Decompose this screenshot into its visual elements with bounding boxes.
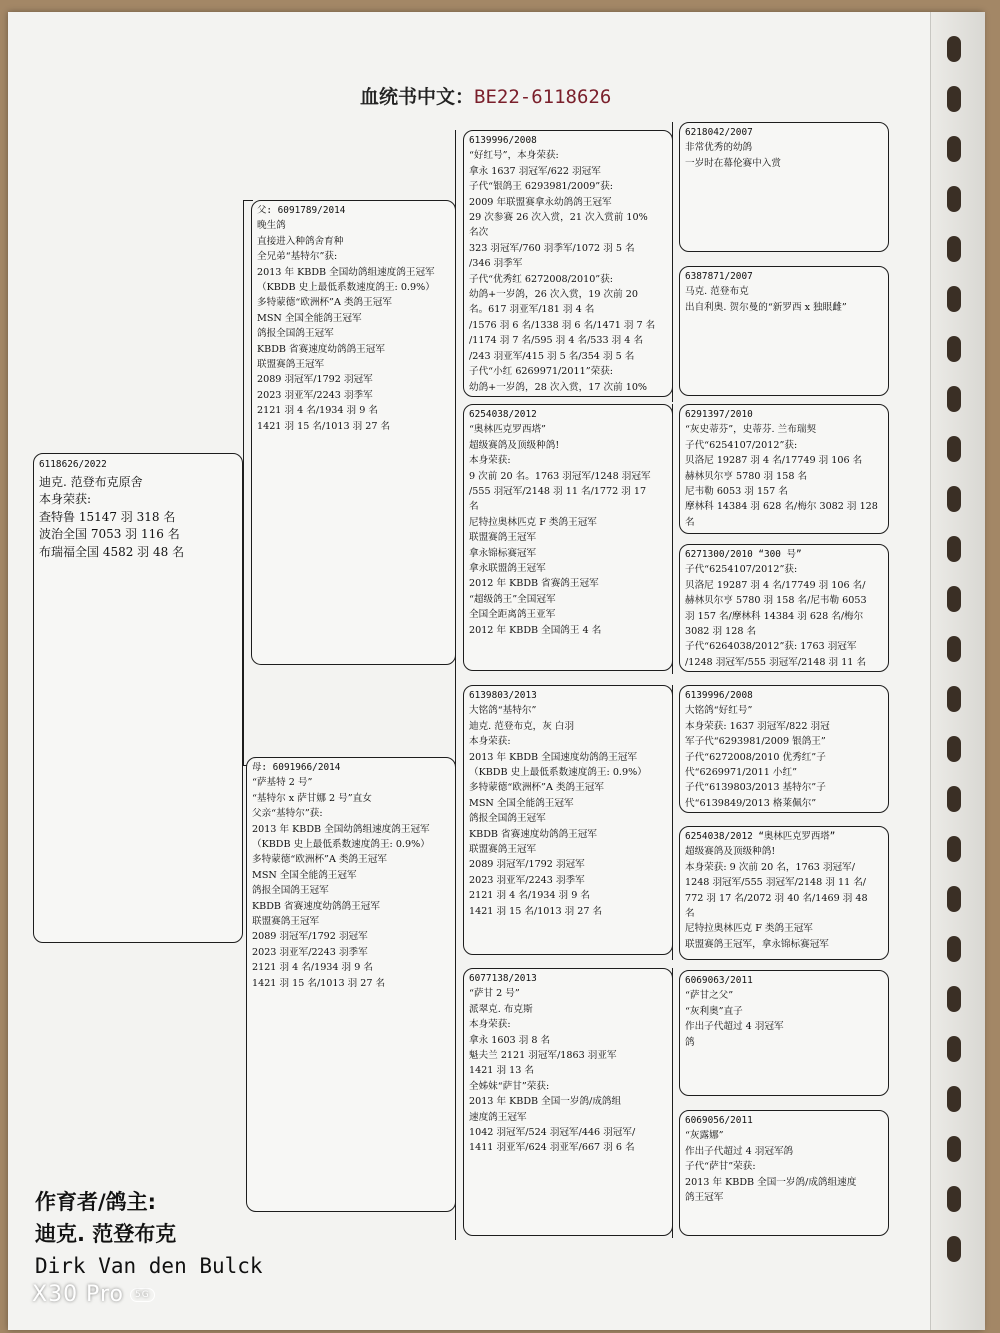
great-grandparent-box xyxy=(679,685,889,813)
punch-hole xyxy=(947,486,961,512)
sire-line: 2089 羽冠军/1792 羽冠军 xyxy=(257,374,373,386)
dam-line: “基特尔 x 萨甘娜 2 号”直女 xyxy=(252,792,372,804)
grandparent-line: 本身荣获: xyxy=(469,455,511,467)
grandparent-line: 6254038/2012 xyxy=(469,409,537,420)
dam-line: 联盟赛鸽王冠军 xyxy=(252,916,320,928)
dam-line: 2089 羽冠军/1792 羽冠军 xyxy=(252,931,368,943)
ggp-line: 6069056/2011 xyxy=(685,1115,753,1126)
punch-hole xyxy=(947,786,961,812)
ggp-line: 1248 羽冠军/555 羽冠军/2148 羽 11 名/ xyxy=(685,877,867,889)
grandparent-line: 2023 羽亚军/2243 羽季军 xyxy=(469,874,585,886)
grandparent-line: 子代“银鸽王 6293981/2009”获: xyxy=(469,181,614,193)
great-grandparent-box xyxy=(679,404,889,534)
grandparent-line: 名。617 羽亚军/181 羽 4 名 xyxy=(469,304,595,316)
subject-line: 查特鲁 15147 羽 318 名 xyxy=(39,509,176,524)
dam-line: MSN 全国全能鸽王冠军 xyxy=(252,869,357,881)
subject-line: 6118626/2022 xyxy=(39,459,107,470)
grandparent-line: 2121 羽 4 名/1934 羽 9 名 xyxy=(469,890,590,902)
grandparent-line: KBDB 省赛速度幼鸽鸽王冠军 xyxy=(469,828,597,840)
ggp-line: 6139996/2008 xyxy=(685,690,753,701)
grandparent-line: 魁夫兰 2121 羽冠军/1863 羽亚军 xyxy=(469,1050,617,1062)
grandparent-line: 6139803/2013 xyxy=(469,690,537,701)
sire-line: KBDB 省赛速度幼鸽鸽王冠军 xyxy=(257,343,385,355)
punch-hole xyxy=(947,1036,961,1062)
dam-line: （KBDB 史上最低系数速度鸽王: 0.9%） xyxy=(252,839,430,851)
punch-hole xyxy=(947,886,961,912)
grandparent-line: /1174 羽 7 名/595 羽 4 名/533 羽 4 名 xyxy=(469,335,644,347)
punch-hole xyxy=(947,536,961,562)
sire-line: 多特蒙德“欧洲杯”A 类鸽王冠军 xyxy=(257,297,392,309)
punch-hole xyxy=(947,436,961,462)
dam-line: 父亲“基特尔”获: xyxy=(252,808,323,820)
dam-line: 2023 羽亚军/2243 羽季军 xyxy=(252,946,368,958)
punch-hole xyxy=(947,136,961,162)
grandparent-line: “超级鸽王”全国冠军 xyxy=(469,593,556,605)
ggp-line: 摩林科 14384 羽 628 名/梅尔 3082 羽 128 xyxy=(685,501,878,513)
grandparent-line: 1411 羽亚军/624 羽亚军/667 羽 6 名 xyxy=(469,1142,635,1154)
ggp-line: 2013 年 KBDB 全国一岁鸽/成鸽组速度 xyxy=(685,1176,857,1188)
grandparent-line: 速度鸽王冠军 xyxy=(469,1111,527,1123)
great-grandparent-box xyxy=(679,266,889,396)
sire-line: 直接进入种鸽舍育种 xyxy=(257,235,344,247)
ggp-line: “灰利奥”直子 xyxy=(685,1005,743,1017)
ggp-line: 出自利奥. 贺尔曼的“新罗西 x 独眼雌” xyxy=(685,301,847,313)
ggp-line: 子代“6264038/2012”获: 1763 羽冠军 xyxy=(685,641,857,653)
great-grandparent-box xyxy=(679,826,889,960)
great-grandparent-box xyxy=(679,122,889,252)
punch-hole xyxy=(947,36,961,62)
grandparent-line: 本身荣获: xyxy=(469,736,511,748)
ggp-line: 子代“6272008/2010 优秀红”子 xyxy=(685,751,826,763)
sire-line: （KBDB 史上最低系数速度鸽王: 0.9%） xyxy=(257,282,435,294)
grandparent-line: “好红号”，本身荣获: xyxy=(469,150,559,162)
punch-hole xyxy=(947,1136,961,1162)
punch-hole xyxy=(947,286,961,312)
punch-hole xyxy=(947,336,961,362)
grandparent-line: 幼鸽+一岁鸽，26 次入赏，19 次前 20 xyxy=(469,289,638,301)
grandparent-line: 拿永 1603 羽 8 名 xyxy=(469,1034,551,1046)
camera-watermark xyxy=(32,1282,155,1307)
dam-line: 1421 羽 15 名/1013 羽 27 名 xyxy=(252,977,386,989)
ggp-line: 代“6139849/2013 格莱佩尔” xyxy=(685,797,817,809)
punch-hole xyxy=(947,86,961,112)
ggp-line: 鸽 xyxy=(685,1036,695,1048)
great-grandparent-box xyxy=(679,970,889,1096)
ggp-line: 子代“6254107/2012”获: xyxy=(685,564,798,576)
grandparent-line: 幼鸽+一岁鸽，28 次入赏，17 次前 10% xyxy=(469,381,648,393)
grandparent-line: 派翠克. 布克斯 xyxy=(469,1003,533,1015)
grandparent-line: “奥林匹克罗西塔” xyxy=(469,424,546,436)
ggp-line: 6271300/2010 “300 号” xyxy=(685,549,802,560)
grandparent-line: 名 xyxy=(469,501,479,513)
ggp-line: 名 xyxy=(685,516,695,528)
dam-line: 2121 羽 4 名/1934 羽 9 名 xyxy=(252,962,373,974)
grandparent-line: 1421 羽 13 名 xyxy=(469,1065,534,1077)
grandparent-line: 29 次参赛 26 次入赏，21 次入赏前 10% xyxy=(469,212,648,224)
grandsire-paternal-box xyxy=(463,130,673,397)
dam-box xyxy=(246,757,456,1212)
punch-hole xyxy=(947,736,961,762)
grandsire-maternal-box xyxy=(463,685,673,955)
punch-hole xyxy=(947,686,961,712)
subject-box xyxy=(33,453,243,943)
ggp-line: 6218042/2007 xyxy=(685,127,753,138)
ggp-line: 尼特拉奥林匹克 F 类鸽王冠军 xyxy=(685,923,813,935)
punch-hole xyxy=(947,986,961,1012)
ggp-line: 贝洛尼 19287 羽 4 名/17749 羽 106 名 xyxy=(685,455,863,467)
ggp-line: 一岁时在幕伦赛中入赏 xyxy=(685,157,781,169)
subject-line: 波治全国 7053 羽 116 名 xyxy=(39,527,180,541)
grandparent-line: 全国全距离鸽王亚军 xyxy=(469,609,556,621)
ggp-line: 子代“萨甘”荣获: xyxy=(685,1161,756,1173)
breeder-info xyxy=(35,1186,263,1282)
punch-hole xyxy=(947,936,961,962)
sire-line: 2023 羽亚军/2243 羽季军 xyxy=(257,389,373,401)
grandparent-line: /1576 羽 6 名/1338 羽 6 名/1471 羽 7 名 xyxy=(469,319,656,331)
subject-line: 迪克. 范登布克原舍 xyxy=(39,474,143,489)
grandparent-line: 鸽报全国鸽王冠军 xyxy=(469,813,546,825)
ggp-line: “灰露娜” xyxy=(685,1130,724,1142)
grandparent-line: 6139996/2008 xyxy=(469,135,537,146)
grandparent-line: 2012 年 KBDB 省赛鸽王冠军 xyxy=(469,578,599,590)
ggp-line: 超级赛鸽及顶级种鸽! xyxy=(685,846,776,858)
grandparent-line: 全姊妹“萨甘”荣获: xyxy=(469,1080,550,1092)
grandparent-line: 本身荣获: xyxy=(469,1019,511,1031)
sire-line: 2013 年 KBDB 全国幼鸽组速度鸽王冠军 xyxy=(257,266,435,278)
sire-line: 鸽报全国鸽王冠军 xyxy=(257,328,334,340)
ggp-line: “灰史蒂芬”，史蒂芬. 兰布瑞契 xyxy=(685,424,817,436)
sire-box xyxy=(251,200,456,665)
grandparent-line: MSN 全国全能鸽王冠军 xyxy=(469,797,574,809)
ggp-line: 名 xyxy=(685,908,695,920)
ggp-line: 赫林贝尔亨 5780 羽 158 名 xyxy=(685,470,808,482)
ggp-line: 6387871/2007 xyxy=(685,271,753,282)
grandparent-line: /346 羽季军 xyxy=(469,258,523,270)
ggp-line: 赫林贝尔亨 5780 羽 158 名/尼韦勒 6053 xyxy=(685,595,867,607)
ggp-line: 772 羽 17 名/2072 羽 40 名/1469 羽 48 xyxy=(685,892,868,904)
grandparent-line: 尼特拉奥林匹克 F 类鸽王冠军 xyxy=(469,516,597,528)
network-badge: 5G xyxy=(130,1288,155,1302)
grandparent-line: 2089 羽冠军/1792 羽冠军 xyxy=(469,859,585,871)
ggp-line: /1248 羽冠军/555 羽冠军/2148 羽 11 名 xyxy=(685,656,867,668)
ggp-line: 6291397/2010 xyxy=(685,409,753,420)
ggp-line: 代“6269971/2011 小红” xyxy=(685,767,798,779)
breeder-label: 作育者/鸽主: xyxy=(35,1190,157,1214)
ggp-line: 鸽王冠军 xyxy=(685,1192,724,1204)
punch-hole xyxy=(947,636,961,662)
grandparent-line: 323 羽冠军/760 羽季军/1072 羽 5 名 xyxy=(469,242,635,254)
grandparent-line: 2009 年联盟赛拿永幼鸽鸽王冠军 xyxy=(469,196,612,208)
ggp-line: 联盟赛鸽王冠军，拿永锦标赛冠军 xyxy=(685,938,829,950)
grandparent-line: （KBDB 史上最低系数速度鸽王: 0.9%） xyxy=(469,767,647,779)
grandparent-line: 1421 羽 15 名/1013 羽 27 名 xyxy=(469,905,603,917)
granddam-paternal-box xyxy=(463,404,673,671)
connector-line xyxy=(243,200,253,201)
grandparent-line: 多特蒙德“欧洲杯”A 类鸽王冠军 xyxy=(469,782,604,794)
subject-line: 布瑞福全国 4582 羽 48 名 xyxy=(39,544,185,559)
ggp-line: 本身荣获: 9 次前 20 名，1763 羽冠军/ xyxy=(685,861,855,873)
punch-hole xyxy=(947,386,961,412)
dam-line: “萨基特 2 号” xyxy=(252,777,313,789)
sire-line: MSN 全国全能鸽王冠军 xyxy=(257,312,362,324)
grandparent-line: “萨甘 2 号” xyxy=(469,988,520,1000)
grandparent-line: 拿永联盟鸽王冠军 xyxy=(469,563,546,575)
sire-line: 2121 羽 4 名/1934 羽 9 名 xyxy=(257,405,378,417)
connector-line xyxy=(243,200,244,765)
ggp-line: 尼韦勒 6053 羽 157 名 xyxy=(685,486,788,498)
great-grandparent-box xyxy=(679,1110,889,1236)
grandparent-line: 2012 年 KBDB 全国鸽王 4 名 xyxy=(469,624,602,636)
dam-line: 鸽报全国鸽王冠军 xyxy=(252,885,329,897)
sire-line: 联盟赛鸽王冠军 xyxy=(257,359,325,371)
punch-hole xyxy=(947,236,961,262)
grandparent-line: 2013 年 KBDB 全国一岁鸽/成鸽组 xyxy=(469,1096,622,1108)
grandparent-line: 联盟赛鸽王冠军 xyxy=(469,532,537,544)
punch-hole xyxy=(947,1086,961,1112)
grandparent-line: 名次 xyxy=(469,227,489,239)
ggp-line: 6254038/2012 “奥林匹克罗西塔” xyxy=(685,831,836,842)
title-label: 血统书中文： xyxy=(360,86,475,108)
dam-line: 多特蒙德“欧洲杯”A 类鸽王冠军 xyxy=(252,854,387,866)
grandparent-line: 联盟赛鸽王冠军 xyxy=(469,844,537,856)
dam-line: 母: 6091966/2014 xyxy=(252,762,341,773)
granddam-maternal-box xyxy=(463,968,673,1236)
ggp-line: 3082 羽 128 名 xyxy=(685,626,757,638)
grandparent-line: 子代“小红 6269971/2011”荣获: xyxy=(469,366,614,378)
ggp-line: 贝洛尼 19287 羽 4 名/17749 羽 106 名/ xyxy=(685,579,866,591)
grandparent-line: /555 羽冠军/2148 羽 11 名/1772 羽 17 xyxy=(469,486,647,498)
ggp-line: 军子代“6293981/2009 银鸽王” xyxy=(685,736,826,748)
grandparent-line: 超级赛鸽及顶级种鸽! xyxy=(469,439,560,451)
breeder-name-cn: 迪克. 范登布克 xyxy=(35,1222,177,1246)
grandparent-line: 拿永锦标赛冠军 xyxy=(469,547,537,559)
punch-hole xyxy=(947,186,961,212)
ggp-line: “萨甘之父” xyxy=(685,990,734,1002)
ggp-line: 子代“6254107/2012”获: xyxy=(685,439,798,451)
sire-line: 全兄弟“基特尔”获: xyxy=(257,251,338,263)
sire-line: 晚生鸽 xyxy=(257,220,286,232)
grandparent-line: 迪克. 范登布克，灰 白羽 xyxy=(469,720,575,732)
grandparent-line: 9 次前 20 名。1763 羽冠军/1248 羽冠军 xyxy=(469,470,651,482)
sire-line: 父: 6091789/2014 xyxy=(257,205,346,216)
punch-hole xyxy=(947,836,961,862)
grandparent-line: 大铭鸽“基特尔” xyxy=(469,705,537,717)
dam-line: KBDB 省赛速度幼鸽鸽王冠军 xyxy=(252,900,380,912)
subject-line: 本身荣获: xyxy=(39,492,92,506)
grandparent-line: 2013 年 KBDB 全国速度幼鸽鸽王冠军 xyxy=(469,751,638,763)
ggp-line: 6069063/2011 xyxy=(685,975,753,986)
grandparent-line: 1042 羽冠军/524 羽冠军/446 羽冠军/ xyxy=(469,1127,636,1139)
grandparent-line: 拿永 1637 羽冠军/622 羽冠军 xyxy=(469,165,601,177)
pedigree-title xyxy=(360,82,611,109)
ggp-line: 作出子代超过 4 羽冠军 xyxy=(685,1021,784,1033)
punch-hole xyxy=(947,1236,961,1262)
grandparent-line: /243 羽亚军/415 羽 5 名/354 羽 5 名 xyxy=(469,350,635,362)
breeder-name-en: Dirk Van den Bulck xyxy=(35,1254,263,1278)
grandparent-line: 子代“优秀红 6272008/2010”获: xyxy=(469,273,614,285)
ggp-line: 本身荣获: 1637 羽冠军/822 羽冠 xyxy=(685,720,830,732)
dam-line: 2013 年 KBDB 全国幼鸽组速度鸽王冠军 xyxy=(252,823,430,835)
ggp-line: 子代“6139803/2013 基特尔”子 xyxy=(685,782,826,794)
ggp-line: 大铭鸽“好红号” xyxy=(685,705,753,717)
punch-hole xyxy=(947,1186,961,1212)
ggp-line: 非常优秀的幼鸽 xyxy=(685,142,753,154)
sire-line: 1421 羽 15 名/1013 羽 27 名 xyxy=(257,420,391,432)
grandparent-line: 6077138/2013 xyxy=(469,973,537,984)
ggp-line: 作出子代超过 4 羽冠军鸽 xyxy=(685,1145,794,1157)
punch-hole xyxy=(947,586,961,612)
ggp-line: 马克. 范登布克 xyxy=(685,286,749,298)
ggp-line: 羽 157 名/摩林科 14384 羽 628 名/梅尔 xyxy=(685,610,864,622)
great-grandparent-box xyxy=(679,544,889,672)
ring-number: BE22-6118626 xyxy=(474,86,612,108)
camera-model: X30 Pro xyxy=(32,1282,124,1307)
